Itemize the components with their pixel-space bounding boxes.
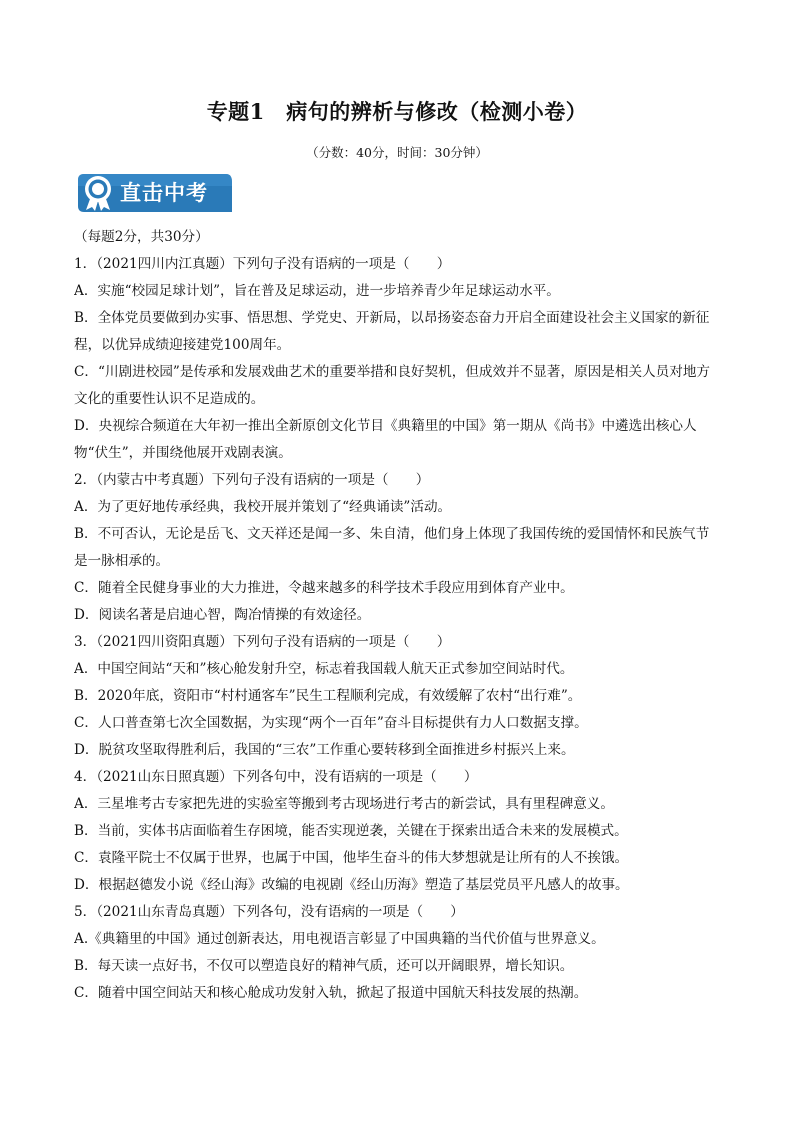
question-2 — [74, 467, 724, 629]
score-instruction: （每题2分，共30分） — [74, 229, 209, 245]
option-d: D．阅读名著是启迪心智，陶冶情操的有效途径。 — [74, 607, 371, 623]
question-5 — [74, 899, 724, 1007]
question-4 — [74, 764, 724, 899]
option-a: A．为了更好地传承经典，我校开展并策划了“经典诵读”活动。 — [74, 499, 452, 515]
option-c: C．随着中国空间站天和核心舱成功发射入轨，掀起了报道中国航天科技发展的热潮。 — [74, 985, 588, 1001]
option-a: A．三星堆考古专家把先进的实验室等搬到考古现场进行考古的新尝试，具有里程碑意义。 — [74, 796, 614, 812]
option-d: D．根据赵德发小说《经山海》改编的电视剧《经山历海》塑造了基层党员平凡感人的故事。 — [74, 877, 629, 893]
page-subtitle: （分数：40分，时间：30分钟） — [306, 145, 488, 160]
banner-label: 直击中考 — [120, 181, 208, 205]
option-b-cont: 是一脉相承的。 — [74, 553, 170, 569]
option-b: B．不可否认，无论是岳飞、文天祥还是闻一多、朱自清，他们身上体现了我国传统的爱国情怀和民族气节 — [74, 526, 710, 542]
option-c: C．人口普查第七次全国数据，为实现“两个一百年”奋斗目标提供有力人口数据支撑。 — [74, 715, 588, 731]
option-c: C．随着全民健身事业的大力推进，令越来越多的科学技术手段应用到体育产业中。 — [74, 580, 574, 596]
option-b: B．2020年底，资阳市“村村通客车”民生工程顺利完成，有效缓解了农村“出行难”。 — [74, 688, 582, 704]
option-a: A．中国空间站“天和”核心舱发射升空，标志着我国载人航天正式参加空间站时代。 — [74, 661, 574, 677]
question-stem: 5．（2021山东青岛真题）下列各句，没有语病的一项是（ ） — [74, 904, 464, 920]
option-a: A．实施“校园足球计划”，旨在普及足球运动，进一步培养青少年足球运动水平。 — [74, 283, 560, 299]
option-d: D．脱贫攻坚取得胜利后，我国的“三农”工作重心要转移到全面推进乡村振兴上来。 — [74, 742, 575, 758]
option-b: B．每天读一点好书，不仅可以塑造良好的精神气质，还可以开阔眼界，增长知识。 — [74, 958, 574, 974]
question-stem: 1．（2021四川内江真题）下列句子没有语病的一项是（ ） — [74, 256, 451, 272]
question-stem: 3．（2021四川资阳真题）下列句子没有语病的一项是（ ） — [74, 634, 451, 650]
section-banner — [76, 172, 234, 214]
option-a: A.《典籍里的中国》通过创新表达，用电视语言彰显了中国典籍的当代价值与世界意义。 — [74, 931, 605, 947]
option-c: C．“川剧进校园”是传承和发展戏曲艺术的重要举措和良好契机，但成效并不显著，原因是相关人员对地方 — [74, 364, 711, 380]
question-stem: 4．（2021山东日照真题）下列各句中，没有语病的一项是（ ） — [74, 769, 478, 785]
question-3 — [74, 629, 724, 764]
question-1 — [74, 251, 724, 467]
page-title: 专题1 病句的辨析与修改（检测小卷） — [206, 99, 588, 124]
question-stem: 2．（内蒙古中考真题）下列句子没有语病的一项是（ ） — [74, 472, 430, 488]
option-c-cont: 文化的重要性认识不足造成的。 — [74, 391, 265, 407]
option-c: C．袁隆平院士不仅属于世界，也属于中国，他毕生奋斗的伟大梦想就是让所有的人不挨饿。 — [74, 850, 629, 866]
option-b: B．全体党员要做到办实事、悟思想、学党史、开新局，以昂扬姿态奋力开启全面建设社会主义国家的新征 — [74, 310, 710, 326]
option-b: B．当前，实体书店面临着生存困境，能否实现逆袭，关键在于探索出适合未来的发展模式。 — [74, 823, 628, 839]
option-d-cont: 物“伏生”，并围绕他展开戏剧表演。 — [74, 445, 292, 461]
questions-body — [74, 224, 724, 1007]
option-d: D．央视综合频道在大年初一推出全新原创文化节目《典籍里的中国》第一期从《尚书》中遴选出核心人 — [74, 418, 697, 434]
option-b-cont: 程，以优异成绩迎接建党100周年。 — [74, 337, 291, 353]
